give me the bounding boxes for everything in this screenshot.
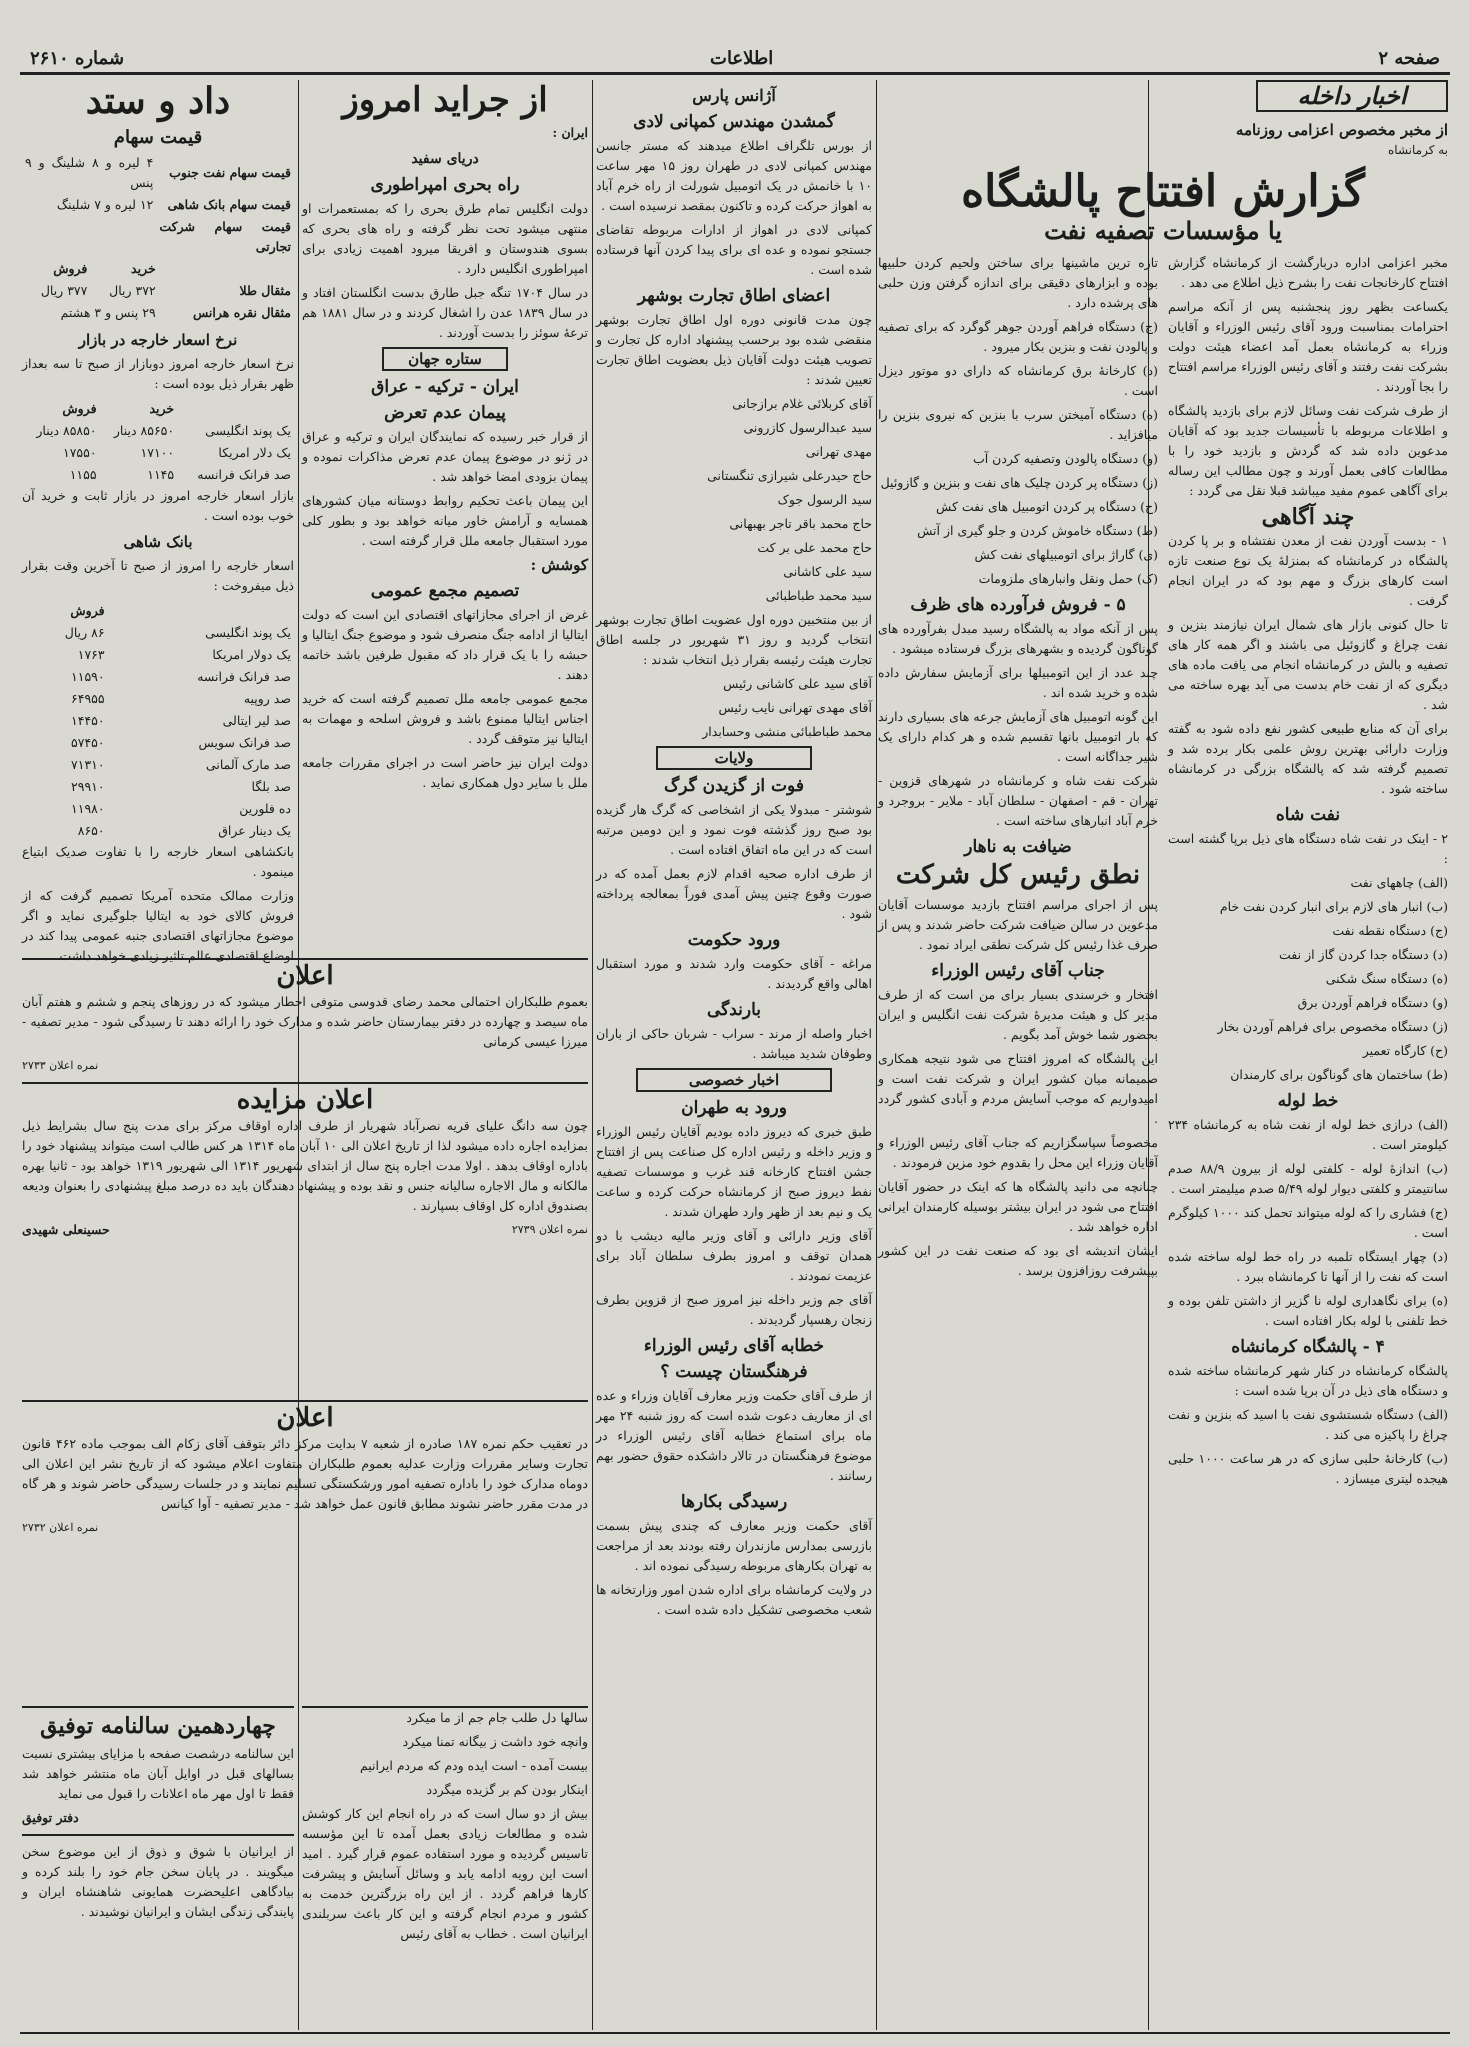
equipment-list <box>1168 873 1448 1085</box>
section-heading: ۵ - فروش فرآورده های ظرف <box>910 594 1126 615</box>
article-paragraph: در سال ۱۷۰۴ تنگه جبل طارق بدست انگلستان افتاد و در سال ۱۸۳۹ عدن را اشغال کردند و در سال ۱۸۸۱ هم ترعهٔ سوئز را بدست آوردند . <box>302 285 589 341</box>
column-header: خرید <box>149 400 175 416</box>
story-paragraph: (الف) دستگاه شستشوی نفت با اسید که بنزین و نفت چراغ را پاکیزه می کند . <box>1168 1406 1448 1442</box>
list-item: (ح) دستگاه پر کردن اتومبیل های نفت کش <box>936 498 1158 514</box>
table-cell: ۱۷۵۵۰ <box>62 444 97 460</box>
list-item: (ز) دستگاه پر کردن چلیک های نفت و بنزین و گازوئیل <box>880 474 1158 490</box>
table-header-row <box>22 398 294 420</box>
table-cell: صد فرانک فرانسه <box>197 668 291 684</box>
taufiq-ad <box>22 1706 294 2028</box>
table-cell: صد لیر ایتالی <box>222 712 291 728</box>
table-cell: مثقال طلا <box>239 282 291 298</box>
table-cell: ۲۹۹۱۰ <box>71 778 105 794</box>
story-paragraph: (د) کارخانهٔ برق کرمانشاه که دارای دو موتور دیزل است . <box>878 362 1158 398</box>
table-row <box>22 732 294 754</box>
column-divider <box>592 80 593 2030</box>
article-heading: ایران - ترکیه - عراق <box>371 377 519 398</box>
list-item: مهدی تهرانی <box>805 444 872 459</box>
story-paragraph: شرکت نفت شاه و کرمانشاه در شهرهای قزوین - تهران - قم - اصفهان - سلطان آباد - ملایر - بروجرد و خرم آباد انبارهای ساخته است . <box>878 772 1158 828</box>
story-paragraph: یکساعت بظهر روز پنجشنبه پس از آنکه مراسم احترامات بمناسبت ورود آقای رئیس الوزراء و آقایان وزراء به کرمانشاه بعمل آمد اعضاء هیئت دولت بشرکت نفت رفتند و آقای رئیس الوزراء مراسم افتتاح را بجا آوردند . <box>1168 298 1448 394</box>
list-item: سید محمد طباطبائی <box>765 588 872 603</box>
ad-body: بعموم طلبکاران احتمالی محمد رضای قدوسی متوفی اخطار میشود که در روزهای پنجم و ششم و هفتم آبان ماه سیصد و چهارده در دفتر بیمارستان حاضر شده و مدارک خود را ارائه دهند تا رسیدگی شود - مدیر تصفیه - میرزا عیسی کرمانی <box>22 994 588 1049</box>
story-paragraph: پس از اجرای مراسم افتتاح بازدید موسسات آقایان مدعوین در سالن ضیافت شرکت حاضر شدند و پس از صرف غذا رئیس کل شرکت نطقی ایراد نمود . <box>878 897 1158 953</box>
list-item: محمد طباطبائی منشی وحسابدار <box>702 724 872 739</box>
table-row <box>22 644 294 666</box>
list-item: سید الرسول جوک <box>777 492 872 507</box>
story-paragraph: (الف) درازی خط لوله از نفت شاه به کرمانشاه ۲۳۴ کیلومتر است . <box>1168 1116 1448 1152</box>
table-row <box>22 464 294 486</box>
table-row <box>22 688 294 710</box>
story-paragraph: تا حال کنونی بازار های شمال ایران نیازمند بنزین و نفت چراغ و گازوئیل می باشند و اگر همه کار های تصفیه و بالش در کرمانشاه انجام می یافت ماده های دیگری که از نفت خام بدست می آید بهره ساخته می شد . <box>1168 616 1448 712</box>
section-note: اسعار خارجه را امروز از صبح تا آخرین وقت بقرار ذیل میفروخت : <box>22 557 294 593</box>
intro-paragraph: مخبر اعزامی اداره دربارگشت از کرمانشاه گزارش افتتاح کارخانجات نفت را بشرح ذیل اطلاع می دهد . <box>1168 254 1448 290</box>
article-paragraph: بیش از دو سال است که در راه انجام این کار کوشش شده و مطالعات زیادی بعمل آمده تا این مؤسسه تاسیس گردیده و مورد استفاده عموم قرار گیرد . امید است این رویه ادامه یابد و وسائل آسایش و پیشرفت کارها فراهم گردد . از این راه بزرگترین خدمت به کشور و مردم انجام گرفته و این کار باعث سربلندی ایرانیان است . خطاب به آقای رئیس <box>302 1806 588 1941</box>
article-paragraph: دولت ایران نیز حاضر است در اجرای مقررات جامعه ملل با سایر دول همکاری نماید . <box>302 755 588 791</box>
news-paragraph: آقای حکمت وزیر معارف که چندی پیش بسمت بازرسی بمدارس مازندران رفته بودند بعد از مراجعت به تهران بکارهای مربوطه رسیدگی نموده اند . <box>596 1518 872 1573</box>
table-row <box>22 420 294 442</box>
section-heading: ضیافت به ناهار <box>964 836 1072 857</box>
table-cell: ۶۴۹۵۵ <box>71 690 105 706</box>
article-heading: پیمان عدم تعرض <box>384 403 506 424</box>
news-heading: فرهنگستان چیست ؟ <box>660 1362 808 1382</box>
article-heading: راه بحری امپراطوری <box>370 175 520 196</box>
news-heading: گمشدن مهندس کمپانی لادی <box>633 112 835 132</box>
list-item: حاج محمد باقر تاجر بهبهانی <box>729 516 872 531</box>
byline: از مخبر مخصوص اعزامی روزنامه <box>1235 121 1448 139</box>
table-cell: ۸۵۶۵۰ دینار <box>113 422 175 438</box>
agency-heading: آژانس پارس <box>692 86 776 105</box>
table-cell: ۱۱۵۵ <box>69 466 97 482</box>
story-paragraph: پالشگاه کرمانشاه در کنار شهر کرمانشاه ساخته شده و دستگاه های ذیل در آن برپا شده است : <box>1168 1362 1448 1398</box>
ad-signature: دفتر توفیق <box>22 1810 79 1826</box>
speech-title: نطق رئیس کل شرکت <box>895 859 1141 890</box>
section-heading: ۴ - پالشگاه کرمانشاه <box>1231 1336 1385 1357</box>
table-cell: ۱۱۹۸۰ <box>71 800 105 816</box>
news-heading: بارندگی <box>706 1000 762 1020</box>
article-paragraph: این پیمان باعث تحکیم روابط دوستانه میان کشورهای همسایه و آرامش خاور میانه خواهد بود و بطور کلی مورد استقبال جامعه ملل قرار گرفته است . <box>302 493 588 549</box>
ad-body: این سالنامه درشصت صفحه با مزایای بیشتری نسبت بسالهای قبل در اوایل آبان ماه منتشر خواهد شد فقط تا اول مهر ماه اعلانات را قبول می نماید <box>22 1746 294 1802</box>
story-paragraph: (ه) برای نگاهداری لوله نا گزیر از داشتن تلفن بوده و خط تلفنی با لوله بکار افتاده است . <box>1168 1292 1448 1328</box>
news-paragraph: در ولایت کرمانشاه برای اداره شدن امور وزارتخانه ها شعب مخصوصی تشکیل داده شده است . <box>596 1582 872 1617</box>
news-paragraph: از بورس تلگراف اطلاع میدهند که مستر جانسن مهندس کمپانی لادی در طهران روز ۱۵ مهر ساعت ۱۰ با خانمش در یک اتومبیل شورلت از راه خرم آباد به اهواز حرکت کرده و تاکنون بمقصد نرسیده است . <box>596 138 872 213</box>
story-paragraph: (ب) کارخانهٔ حلبی سازی که در هر ساعت ۱۰۰۰ حلبی هیجده لیتری میسازد . <box>1168 1450 1448 1486</box>
story-paragraph: (ه) دستگاه آمیختن سرب با بنزین که نیروی بنزین را میافزاید . <box>878 406 1158 442</box>
members-list <box>596 394 872 606</box>
section-heading: نرخ اسعار خارجه در بازار <box>78 330 238 349</box>
table-cell: ۱۱۵۹۰ <box>71 668 105 684</box>
column-header: فروش <box>70 602 105 618</box>
ad-number: نمره اعلان ۲۷۳۲ <box>22 1521 99 1534</box>
table-cell: ۳۷۷ ریال <box>40 282 88 298</box>
list-item: (ه) دستگاه سنگ شکنی <box>1325 970 1448 986</box>
subheadline: یا مؤسسات تصفیه نفت <box>1044 216 1282 246</box>
article-paragraph: از قرار خبر رسیده که نمایندگان ایران و ترکیه و عراق در ژنو در موضوع پیمان عدم تعرض مذاکرات نموده و پیمان بزودی امضا خواهد شد . <box>302 429 588 485</box>
list-item: (و) دستگاه پالودن وتصفیه کردن آب <box>972 450 1158 466</box>
table-cell: ۸۵۸۵۰ دینار <box>36 422 97 438</box>
bottom-rule <box>20 2032 1450 2034</box>
table-cell: ۱۷۱۰۰ <box>140 444 175 460</box>
ad-body: چون سه دانگ علیای قریه نصرآباد شهریار از طرف اداره اوقاف مرکز برای مدت پنج سال بشرایط ذیل بمزایده اجاره داده میشود لذا از تاریخ اعلان الی ۱۰ آبان ماه ۱۳۱۴ هر کس طالب است میتواند پیشنهاد خود را باداره اوقاف بدهد . اولا مدت اجاره پنج سال از ابتدای شهریور ۱۳۱۴ الی شهریور ۱۳۱۹ خواهد بود - ثانیا بهره مالکانه و مال الاجاره سالیانه جنس و نقد بوده و پیشنهاد دهندگان باید ده درصد مبلغ پیشنهادی را بعنوان ودیعه بصندوق اداره کل اوقاف بسپارند . <box>22 1118 588 1213</box>
section-heading: جناب آقای رئیس الوزراء <box>931 961 1105 982</box>
masthead <box>20 44 1450 74</box>
column-header: خرید <box>131 260 156 276</box>
news-paragraph: آقای وزیر دارائی و آقای وزیر مالیه دیشب با دو همدان توقف و امروز بطرف سلطان آباد برای عزیمت نمودند . <box>596 1228 872 1283</box>
table-row <box>22 622 294 644</box>
story-paragraph: ۲ - اینک در نفت شاه دستگاه های ذیل برپا گشته است : <box>1168 830 1448 866</box>
table-cell: صد فرانک فرانسه <box>197 466 291 482</box>
table-row <box>22 442 294 464</box>
story-paragraph: این پالشگاه که امروز افتتاح می شود نتیجه همکاری صمیمانه میان کشور ایران و شرکت نفت است و امیدواریم که موجب آسایش مردم و آبادی کشور گردد . <box>878 1051 1158 1127</box>
list-item: (ح) کارگاه تعمیر <box>1362 1042 1448 1058</box>
article-heading: دریای سفید <box>411 151 479 168</box>
news-heading: رسیدگی بکارها <box>680 1492 788 1512</box>
section-note: نرخ اسعار خارجه امروز دوبازار از صبح تا سه بعداز ظهر بقرار ذیل بوده است : <box>22 355 294 391</box>
ad-title: اعلان <box>276 961 334 991</box>
news-paragraph: طبق خبری که دیروز داده بودیم آقایان رئیس الوزراء و وزیر داخله و رئیس اداره کل صناعت پس از افتتاح جشن افتتاح کارخانه قند غرب و موسسات تصفیه نفط دیروز صبح از کرمانشاه حرکت کرده و ساعت یک و نیم بعد از ظهر وارد طهران شدند . <box>596 1124 872 1219</box>
table-cell: یک دولار امریکا <box>212 646 291 662</box>
news-paragraph: از طرف اداره صحیه اقدام لازم بعمل آمده که در صورت وقوع چنین پیش آمدی فوراً بمعالجه پرداخته شود . <box>596 866 872 921</box>
table-cell: ۵۷۴۵۰ <box>71 734 105 750</box>
markets-title: داد و ستد <box>85 80 231 122</box>
equipment-list <box>878 449 1158 589</box>
list-item: (ب) انبار های لازم برای انبار کردن نفت خام <box>1219 898 1448 914</box>
bank-rates-table <box>22 600 294 842</box>
story-right-subcolumn <box>1168 253 1448 1493</box>
ad-title: چهاردهمین سالنامه توفیق <box>40 1713 276 1739</box>
table-cell: ده فلورین <box>239 800 291 816</box>
story-paragraph: (د) چهار ایستگاه تلمبه در راه خط لوله ساخته شده است که نفت را از آنها تا کرمانشاه ببرد . <box>1168 1248 1448 1284</box>
list-item: آقای کربلائی غلام برازجانی <box>732 396 872 411</box>
table-cell: ۸۶۵۰ <box>77 822 105 838</box>
table-cell: یک دلار امریکا <box>218 444 291 460</box>
gold-table <box>22 258 294 324</box>
story-paragraph: پس از آنکه مواد به پالشگاه رسید مبدل بفرآورده های گوناگون گردیده و بشهرهای بزرگ فرستاده میشود . <box>878 620 1158 656</box>
list-item: (ط) ساختمان های گوناگون برای کارمندان <box>1230 1066 1448 1082</box>
section-heading: نفت شاه <box>1275 804 1341 825</box>
table-cell: قیمت سهام بانک شاهی <box>167 196 291 212</box>
section-note: بازار اسعار خارجه امروز در بازار ثابت و خرید آن خوب بوده است . <box>22 487 294 523</box>
list-item: آقای مهدی تهرانی نایب رئیس <box>718 700 872 715</box>
table-cell: ۸۶ ریال <box>64 624 105 640</box>
table-cell: یک پوند انگلیسی <box>205 624 291 640</box>
poem-line: بیست آمده - است ایده ودم که مردم ایرانیم <box>359 1758 588 1773</box>
list-item: آقای سید علی کاشانی رئیس <box>723 676 872 691</box>
list-item: (ط) دستگاه خاموش کردن و جلو گیری از آتش <box>917 522 1158 538</box>
table-cell: مثقال نقره هرانس <box>192 304 291 320</box>
table-row <box>22 258 294 280</box>
ad-number: نمره اعلان ۲۷۳۹ <box>511 1223 588 1236</box>
article-paragraph: مجمع عمومی جامعه ملل تصمیم گرفته است که خرید اجناس ایتالیا ممنوع باشد و فروش اسلحه و مهمات به ایتالیا نیز متوقف گردد . <box>302 691 588 747</box>
table-row <box>22 216 294 258</box>
story-paragraph: تازه ترین ماشینها برای ساختن ولحیم کردن حلبیها بوده و ابزارهای دقیقی برای اندازه گرفتن وزن حلبی های پرشده دارد . <box>878 254 1158 310</box>
news-heading: اعضای اطاق تجارت بوشهر <box>637 286 831 306</box>
source-label: کوشش : <box>530 556 588 575</box>
column-markets <box>22 80 294 963</box>
news-paragraph: اخبار واصله از مرند - سراب - شربان حاکی از باران وطوفان شدید میباشد . <box>596 1026 872 1061</box>
table-row <box>22 820 294 842</box>
headline: گزارش افتتاح پالشگاه <box>961 166 1365 217</box>
table-row <box>22 798 294 820</box>
story-paragraph: (ج) فشاری را که لوله میتواند تحمل کند ۱۰۰۰ کیلوگرم است . <box>1168 1204 1448 1240</box>
column-header: فروش <box>62 400 97 416</box>
poem-block <box>302 1706 588 2028</box>
table-cell <box>22 216 156 258</box>
table-row <box>22 152 294 194</box>
news-paragraph: آقای جم وزیر داخله نیز امروز صبح از قزوین بطرف زنجان رهسپار گردیدند . <box>596 1292 872 1327</box>
table-cell: ۳۷۲ ریال <box>109 282 156 298</box>
list-item: (ج) دستگاه نقطه نفت <box>1332 922 1448 938</box>
ad-title: اعلان مزایده <box>236 1085 374 1115</box>
column-pars-agency <box>596 80 872 2030</box>
list-item: (و) دستگاه فراهم آوردن برق <box>1297 994 1448 1010</box>
provinces-banner: ولایات <box>656 746 812 770</box>
ads-block <box>22 1400 588 1702</box>
table-cell: ۲۹ پنس و ۳ هشتم <box>60 304 156 320</box>
news-heading: خطابه آقای رئیس الوزراء <box>643 1336 825 1356</box>
table-cell: ۷۱۳۱۰ <box>71 756 105 772</box>
story-paragraph: از طرف شرکت نفت وسائل لازم برای بازدید پالشگاه و اطلاعات مربوطه با تأسیسات جدید بود که آقایان مدعوین داده شد که گردش و بازدید خود را با مطالعات کافی بعمل آورند و چون مطالب این رساله برای آگاهی عموم مفید میباشد قبلا نقل می گردد : <box>1168 402 1448 498</box>
table-cell: ۱۲ لیره و ۷ شلینگ <box>56 196 154 212</box>
news-paragraph: از طرف آقای حکمت وزیر معارف آقایان وزراء و عده ای از معاریف دعوت شده است که روز شنبه ۲۴ مهر ماه برای استماع خطابه آقای رئیس الوزراء در موضوع فرهنگستان در تالار داشکده حقوق حضور بهم رسانند . <box>596 1388 873 1483</box>
table-row <box>22 302 294 324</box>
table-cell: قیمت سهام نفت جنوب <box>169 164 291 180</box>
section-heading: خط لوله <box>1277 1090 1339 1111</box>
story-left-subcolumn <box>878 253 1158 1493</box>
list-item: سید علی کاشانی <box>783 564 872 579</box>
column-divider <box>876 80 877 2030</box>
list-item: (ی) گاراژ برای اتومبیلهای نفت کش <box>974 546 1158 562</box>
list-item: (ک) حمل ونقل وانبارهای ملزومات <box>978 570 1158 586</box>
section-note: بانکشاهی اسعار خارجه را با تفاوت صدیک ابتیاع مینمود . <box>22 843 294 879</box>
news-paragraph: کمپانی لادی در اهواز از ادارات مربوطه تقاضای جستجو نموده و عده ای برای پیدا کردن آنها فرستاده شده است . <box>596 222 872 277</box>
news-paragraph: مراغه - آقای حکومت وارد شدند و مورد استقبال اهالی واقع گردیدند . <box>596 956 872 991</box>
table-header-row <box>22 600 294 622</box>
news-paragraph: از بین منتخبین دوره اول عضویت اطاق تجارت بوشهر انتخاب گردید و روز ۳۱ شهریور در جلسه اطاق تجارت هیئت رئیسه بقرار ذیل انتخاب شدند : <box>596 612 872 667</box>
table-cell: صد فرانک سویس <box>198 734 291 750</box>
section-heading: چند آگاهی <box>1261 503 1355 530</box>
news-heading: ورود حکومت <box>687 930 781 950</box>
table-cell: یک دینار عراق <box>218 822 291 838</box>
story-paragraph: چنانچه می دانید پالشگاه ها که اینک در حضور آقایان افتتاح می شود در ایران بیشتر بوسیله کارمندان ایرانی اداره خواهد شد . <box>878 1179 1158 1235</box>
table-cell: صد بلگا <box>251 778 291 794</box>
table-cell: ۱۷۶۳ <box>77 646 105 662</box>
ad-signature: حسینعلی شهیدی <box>22 1222 110 1237</box>
private-news-banner: اخبار خصوصی <box>636 1068 832 1092</box>
fx-table <box>22 398 294 486</box>
table-row <box>22 710 294 732</box>
table-row <box>22 776 294 798</box>
press-review-title: از جراید امروز <box>342 80 548 120</box>
column-domestic-news <box>878 80 1448 2030</box>
ad-footer <box>22 1220 588 1240</box>
story-paragraph: این گونه اتومبیل های آزمایش جرعه های بسیاری دارند که بار اتومبیل بانها تقسیم شده و هر کدام دارای یک شیر جداگانه است . <box>878 708 1158 764</box>
ad-body: در تعقیب حکم نمره ۱۸۷ صادره از شعبه ۷ بدایت مرکز دائر بتوقف آقای زکام الف بموجب ماده ۴۶۲ قانون تجارت وسایر مقررات وزارت عدلیه بعموم طلبکاران متفاوت اعلام میشود که از تاریخ نشر این اعلان الی دوماه مدارک خود را باداره تصفیه امور ورشکستگی تسلیم نمایند و در جلسات رسیدگی حاضر شوند و هر گاه در مدت مقرر حاضر نشوند مطابق قانون عمل خواهد شد - مدیر تصفیه - آوا کیانس <box>22 1436 588 1511</box>
story-paragraph: ایشان اندیشه ای بود که صنعت نفت در این کشور بپیشرفت روزافزون برسد . <box>878 1243 1158 1279</box>
article-paragraph: از ایرانیان با شوق و ذوق از این موضوع سخن میگویند . در پایان سخن جام خود را بلند کرده و بیادگاهی اعلیحضرت همایونی شاهنشاه ایران و پایندگی زندگی ایشان و ایرانیان نوشیدند . <box>22 1844 294 1920</box>
section-heading: بانک شاهی <box>123 532 193 551</box>
list-item: (الف) چاههای نفت <box>1350 874 1448 890</box>
source-label: ایران : <box>552 125 588 141</box>
masthead-rule <box>20 72 1450 75</box>
story-paragraph: چند عدد از این اتومبیلها برای آزمایش سفارش داده شده و خرید شده اند . <box>878 664 1158 700</box>
ad-title: اعلان <box>276 1403 334 1433</box>
section-heading: قیمت سهام <box>113 126 203 148</box>
table-row <box>22 280 294 302</box>
list-item: سید عبدالرسول کازرونی <box>743 420 872 435</box>
issue-number: شماره ۲۶۱۰ <box>30 48 125 69</box>
news-paragraph: شوشتر - مبدولا یکی از اشخاصی که گرگ هار گزیده بود صبح روز گذشته فوت نمود و این دومین مرتبه است که در این ماه اتفاق افتاده است . <box>596 802 872 857</box>
list-item: (ز) دستگاه مخصوص برای فراهم آوردن بخار <box>1217 1018 1448 1034</box>
table-cell: ۱۴۴۵۰ <box>71 712 105 728</box>
table-cell: صد روپیه <box>243 690 291 706</box>
table-cell: صد مارک آلمانی <box>205 756 291 772</box>
story-paragraph: افتخار و خرسندی بسیار برای من است که از طرف مدیر کل و هیئت مدیرهٔ شرکت نفت انگلیس و ایران بحضور شما خوش آمد بگویم . <box>878 987 1158 1043</box>
story-paragraph: (ج) دستگاه فراهم آوردن جوهر گوگرد که برای تصفیه و پالودن نفت و بنزین بکار میرود . <box>878 318 1158 354</box>
list-item: حاج حیدرعلی شیرازی تنگستانی <box>707 468 872 483</box>
news-paragraph: چون مدت قانونی دوره اول اطاق تجارت بوشهر منقضی شده بود برحسب پیشنهاد اداره کل تجارت و تصویب هیئت دولت آقایان ذیل بعضویت اطاق تجارت تعیین شدند : <box>596 312 872 387</box>
article-paragraph: غرض از اجرای مجازاتهای اقتصادی این است که دولت ایتالیا از ادامه جنگ منصرف شود و موضوع جنگ ایتالیا و حبشه را با یک قرار داد که مقبول طرفین باشد خاتمه دهند . <box>302 607 588 683</box>
table-row <box>22 754 294 776</box>
news-heading: فوت از گزیدن گرگ <box>664 776 804 796</box>
table-cell: ۱۱۴۵ <box>147 466 175 482</box>
story-paragraph: مخصوصاً سپاسگزاریم که جناب آقای رئیس الوزراء و آقایان وزراء این محل را بقدوم خود مزین فرمودند . <box>878 1135 1158 1171</box>
poem-line: وانچه خود داشت ز بیگانه تمنا میکرد <box>402 1734 588 1749</box>
article-paragraph: دولت انگلیس تمام طرق بحری را که بمستعمرات او منتهی میشود تحت نظر گرفته و راه های بحری که بسوی هندوستان و افریقا میرود اهمیت زیادی برای امپراطوری انگلیس دارد . <box>302 201 588 277</box>
source-banner: ستاره جهان <box>382 347 508 371</box>
column-header <box>177 398 294 420</box>
domestic-news-banner: اخبار داخله <box>1256 80 1448 112</box>
list-item: حاج محمد علی بر کت <box>757 540 872 555</box>
page-label: صفحه ۲ <box>1378 48 1440 69</box>
ads-block <box>22 958 588 1400</box>
table-cell: قیمت سهام شرکت تجارتی <box>159 218 291 254</box>
column-header: فروش <box>53 260 88 276</box>
dateline-place: به کرمانشاه <box>1388 143 1448 157</box>
ad-number: نمره اعلان ۲۷۳۳ <box>22 1059 99 1072</box>
news-heading: ورود به طهران <box>681 1098 787 1118</box>
table-cell: ۴ لیره و ۸ شلینگ و ۹ پنس <box>25 154 154 190</box>
paper-name: اطلاعات <box>710 48 774 69</box>
table-row <box>22 194 294 216</box>
table-row <box>22 666 294 688</box>
poem-line: سالها دل طلب جام جم از ما میکرد <box>406 1710 588 1725</box>
poem-line: اینکار بودن کم بر گزیده میگردد <box>426 1782 588 1797</box>
table-cell: یک پوند انگلیسی <box>205 422 291 438</box>
article-paragraph: وزارت ممالک متحده آمریکا تصمیم گرفت که از فروش کالای خود به ایتالیا جلوگیری نماید و اگر موضوع مجازاتهای اقتصادی جنبه عمومی پیدا کند در اوضاع اقتصادی عالم تاثیر زیادی خواهد داشت . <box>22 887 294 963</box>
story-paragraph: (ب) اندازهٔ لوله - کلفتی لوله از بیرون ۸۸/۹ صدم سانتیمتر و کلفتی دیوار لوله ۵/۴۹ صدم میلیمتر است . <box>1168 1160 1449 1196</box>
story-paragraph: ۱ - بدست آوردن نفت از معدن نفتشاه و بر پا کردن پالشگاه در کرمانشاه که بمنزلهٔ یک نوع صنعت تازه است کارهای بزرگ و مهم بود که در ایران انجام گرفت . <box>1168 532 1448 608</box>
story-paragraph: برای آن که منابع طبیعی کشور نفع داده شود به گفته وزارت دارائی بهترین روش علمی بکار برده شد و تصمیم گرفته شد که پالشگاه بزرگی در کرمانشاه ساخته شود . <box>1168 720 1448 796</box>
article-heading: تصمیم مجمع عمومی <box>370 581 520 602</box>
list-item: (د) دستگاه جدا کردن گاز از نفت <box>1279 946 1448 962</box>
stock-prices-table <box>22 152 294 258</box>
